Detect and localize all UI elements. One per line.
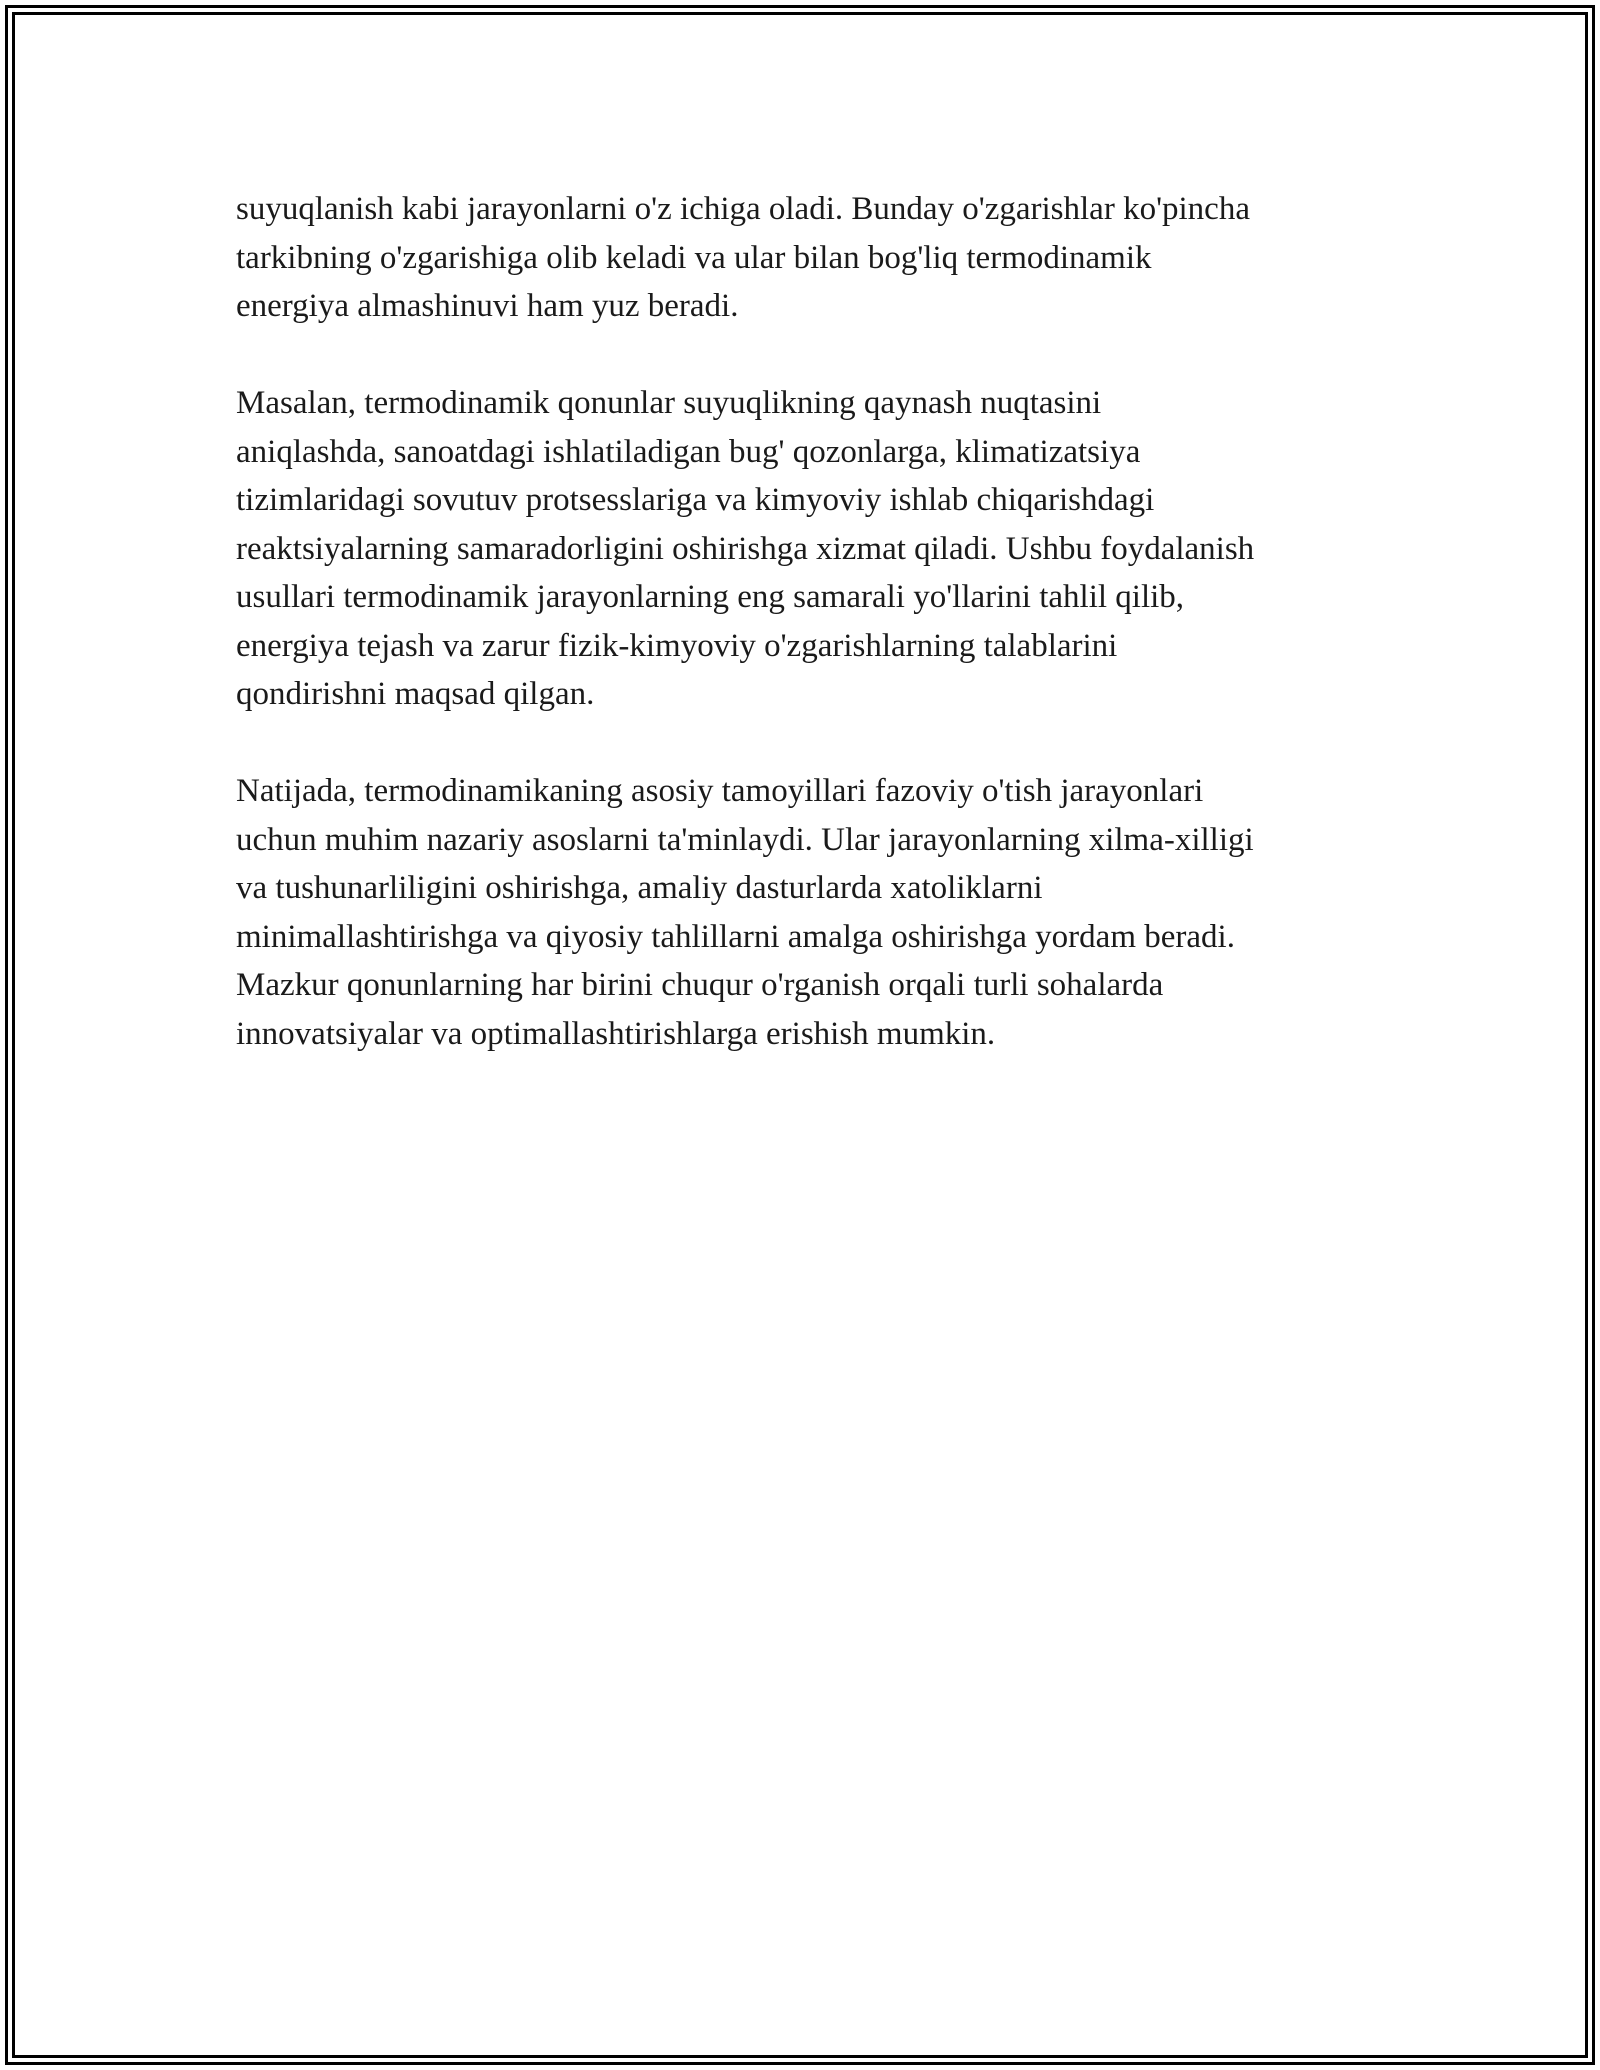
paragraph-1: suyuqlanish kabi jarayonlarni o'z ichiga oladi. Bunday o'zgarishlar ko'pincha tarkibning o'zgarishiga olib keladi va ular bilan bog'liq termodinamik energiya almashinuvi ham yuz beradi. bbox=[236, 191, 1250, 324]
paragraph-3: Natijada, termodinamikaning asosiy tamoyillari fazoviy o'tish jarayonlari uchun muhim nazariy asoslarni ta'minlaydi. Ular jarayonlarning xilma-xilligi va tushunarliligini oshirishga, amaliy dasturlarda xatoliklarni minimallashtirishga va qiyosiy tahlillarni amalga oshirishga yordam beradi. Mazkur qonunlarning har birini chuqur o'rganish orqali turli sohalarda innovatsiyalar va optimallashtirishlarga erishish mumkin. bbox=[236, 773, 1254, 1052]
paragraph-2: Masalan, termodinamik qonunlar suyuqlikning qaynash nuqtasini aniqlashda, sanoatdagi ishlatiladigan bug' qozonlarga, klimatizatsiya tizimlaridagi sovutuv protsesslariga va kimyoviy ishlab chiqarishdagi reaktsiyalarning samaradorligini oshirishga xizmat qiladi. Ushbu foydalanish usullari termodinamik jarayonlarning eng samarali yo'llarini tahlil qilib, energiya tejash va zarur fizik-kimyoviy o'zgarishlarning talablarini qondirishni maqsad qilgan. bbox=[236, 385, 1255, 712]
document-body bbox=[236, 185, 1396, 1107]
